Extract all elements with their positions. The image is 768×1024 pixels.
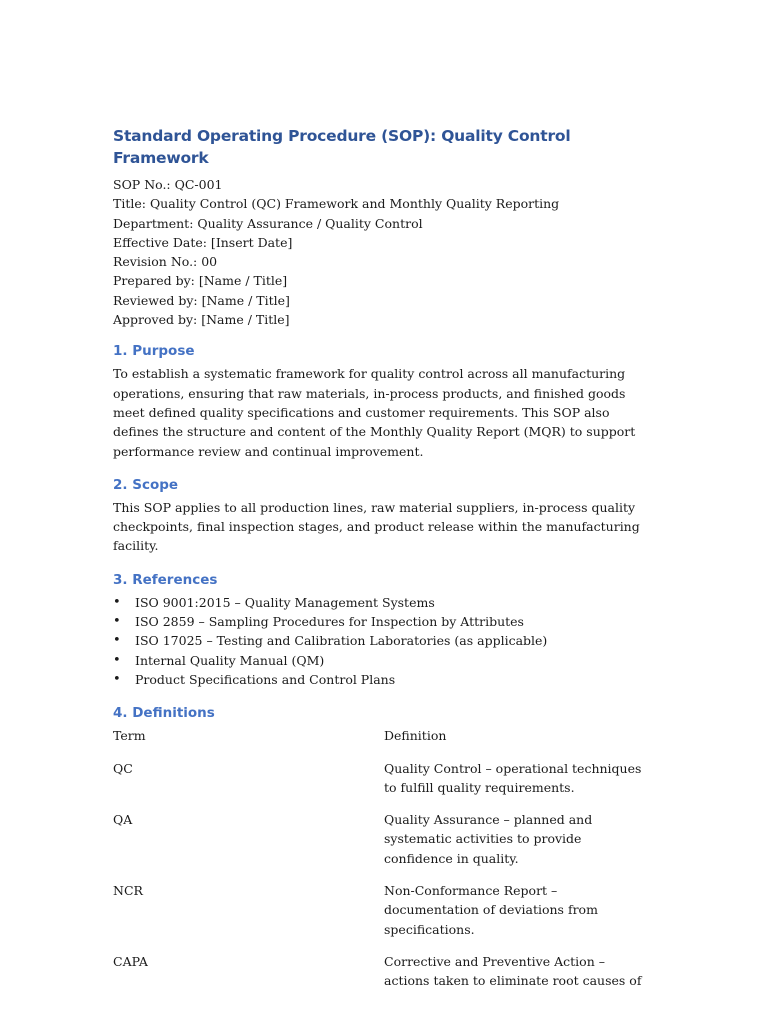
column-header-term: Term <box>113 728 146 744</box>
meta-title: Title: Quality Control (QC) Framework and Monthly Quality Reporting <box>113 196 560 212</box>
list-item <box>113 670 658 689</box>
term-cell: CAPA <box>113 953 148 969</box>
scope-heading: 2. Scope <box>113 476 179 493</box>
list-item <box>113 593 658 612</box>
definition-cell: Quality Control – operational techniques to fulfill quality requirements. <box>384 760 642 795</box>
document-title: Standard Operating Procedure (SOP): Quality Control Framework <box>113 127 571 167</box>
meta-reviewed-by: Reviewed by: [Name / Title] <box>113 292 290 308</box>
definition-cell: Corrective and Preventive Action – actions taken to eliminate root causes of <box>384 953 642 989</box>
bullet-icon: • <box>113 614 121 630</box>
meta-revision: Revision No.: 00 <box>113 254 218 270</box>
document-meta <box>113 175 658 329</box>
meta-sop-number: SOP No.: QC-001 <box>113 177 223 192</box>
reference-text: Internal Quality Manual (QM) <box>135 652 325 668</box>
meta-approved-by: Approved by: [Name / Title] <box>113 312 290 328</box>
scope-text: This SOP applies to all production lines, raw material suppliers, in-process quality checkpoints, final inspection stages, and product release within the manufacturing facility. <box>113 499 640 554</box>
meta-department: Department: Quality Assurance / Quality Control <box>113 215 423 231</box>
bullet-icon: • <box>113 671 121 687</box>
list-item <box>113 651 658 670</box>
meta-effective-date: Effective Date: [Insert Date] <box>113 234 293 250</box>
reference-text: ISO 9001:2015 – Quality Management Systems <box>135 594 435 610</box>
term-cell: NCR <box>113 883 143 899</box>
bullet-icon: • <box>113 594 121 610</box>
column-header-definition: Definition <box>384 728 447 744</box>
purpose-text: To establish a systematic framework for quality control across all manufacturing operations, ensuring that raw materials, in-process products, and finished goods meet defined quality specifications and customer requirements. This SOP also defines the structure and content of the Monthly Quality Report (MQR) to support performance review and continual improvement. <box>113 366 636 459</box>
definition-cell: Quality Assurance – planned and systematic activities to provide confidence in quality. <box>384 812 593 866</box>
references-heading: 3. References <box>113 571 218 588</box>
definitions-table <box>113 726 658 1003</box>
list-item <box>113 612 658 631</box>
definitions-heading: 4. Definitions <box>113 705 215 722</box>
meta-prepared-by: Prepared by: [Name / Title] <box>113 273 288 289</box>
references-list <box>113 593 658 689</box>
document-page <box>113 125 658 1004</box>
term-cell: QA <box>113 812 133 828</box>
definition-cell: Non-Conformance Report – documentation of deviations from specifications. <box>384 883 598 937</box>
term-cell: QC <box>113 760 133 776</box>
reference-text: ISO 2859 – Sampling Procedures for Inspection by Attributes <box>135 614 524 630</box>
reference-text: ISO 17025 – Testing and Calibration Laboratories (as applicable) <box>135 633 548 649</box>
bullet-icon: • <box>113 633 121 649</box>
reference-text: Product Specifications and Control Plans <box>135 671 396 687</box>
purpose-heading: 1. Purpose <box>113 343 195 360</box>
bullet-icon: • <box>113 652 121 668</box>
list-item <box>113 631 658 650</box>
